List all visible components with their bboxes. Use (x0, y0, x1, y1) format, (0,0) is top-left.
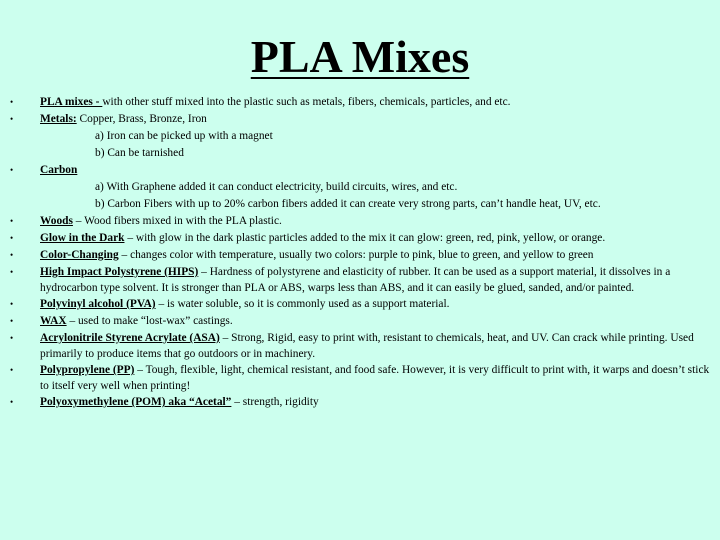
sub-item-text: b) Can be tarnished (95, 147, 184, 159)
bullet-icon: • (10, 299, 14, 309)
item-text: – changes color with temperature, usually two colors: purple to pink, blue to green, and yellow to green (118, 249, 594, 261)
item-text: – is water soluble, so it is commonly used as a support material. (155, 298, 450, 310)
sub-item (10, 179, 710, 196)
sub-item (10, 145, 710, 162)
list-item (10, 394, 710, 411)
bullet-icon: • (10, 233, 14, 243)
item-text: with other stuff mixed into the plastic such as metals, fibers, chemicals, particles, and etc. (102, 96, 511, 108)
item-term: PLA mixes - (40, 96, 103, 108)
bullet-icon: • (10, 216, 14, 226)
sub-item-text: a) Iron can be picked up with a magnet (95, 130, 273, 142)
list-item (10, 264, 710, 296)
item-term: Acrylonitrile Styrene Acrylate (ASA) (40, 332, 220, 344)
item-term: Polyoxymethylene (POM) aka “Acetal” (40, 396, 232, 408)
sub-item-text: b) Carbon Fibers with up to 20% carbon fibers added it can create very strong parts, can’t handle heat, UV, etc. (95, 198, 601, 210)
sub-item (10, 128, 710, 145)
bullet-icon: • (10, 97, 14, 107)
bullet-icon: • (10, 316, 14, 326)
item-term: Carbon (40, 164, 78, 176)
bullet-icon: • (10, 397, 14, 407)
item-text: – Strong, Rigid, easy to print with, resistant to chemicals, heat, and UV. Can crack while printing. Used primarily to produce items that go outdoors or in machinery. (40, 332, 694, 360)
slide-title: PLA Mixes (250, 31, 470, 82)
bullet-icon: • (10, 267, 14, 277)
item-text: Copper, Brass, Bronze, Iron (76, 113, 207, 125)
item-term: Woods (40, 215, 73, 227)
item-text: – with glow in the dark plastic particles added to the mix it can glow: green, red, pink, yellow, or orange. (124, 232, 606, 244)
bullet-icon: • (10, 333, 14, 343)
item-term: Metals: (40, 113, 77, 125)
list-item (10, 330, 710, 362)
item-term: WAX (40, 315, 67, 327)
bullet-icon: • (10, 114, 14, 124)
list-item (10, 94, 710, 111)
item-term: Color-Changing (40, 249, 119, 261)
list-item (10, 247, 710, 264)
item-text: – strength, rigidity (231, 396, 319, 408)
item-term: Polypropylene (PP) (40, 364, 135, 376)
item-term: Polyvinyl alcohol (PVA) (40, 298, 156, 310)
item-term: Glow in the Dark (40, 232, 125, 244)
bullet-icon: • (10, 365, 14, 375)
list-item (10, 213, 710, 230)
list-item (10, 230, 710, 247)
bullet-list (10, 94, 710, 411)
list-item (10, 313, 710, 330)
list-item (10, 362, 710, 394)
sub-item (10, 196, 710, 213)
list-item (10, 296, 710, 313)
item-text: – Hardness of polystyrene and elasticity of rubber. It can be used as a support material, it dissolves in a hydrocarbon type solvent. It is stronger than PLA or ABS, warps less than ABS, and it can easily be glued, sanded, and/or painted. (40, 266, 671, 294)
slide-title-container (0, 30, 720, 83)
list-item (10, 162, 710, 179)
item-term: High Impact Polystyrene (HIPS) (40, 266, 199, 278)
list-item (10, 111, 710, 128)
bullet-icon: • (10, 165, 14, 175)
item-text: – used to make “lost-wax” castings. (66, 315, 233, 327)
bullet-icon: • (10, 250, 14, 260)
item-text: – Wood fibers mixed in with the PLA plastic. (72, 215, 282, 227)
sub-item-text: a) With Graphene added it can conduct electricity, build circuits, wires, and etc. (95, 181, 458, 193)
item-text: – Tough, flexible, light, chemical resistant, and food safe. However, it is very difficult to print with, it warps and doesn’t stick to itself very well when printing! (40, 364, 710, 392)
